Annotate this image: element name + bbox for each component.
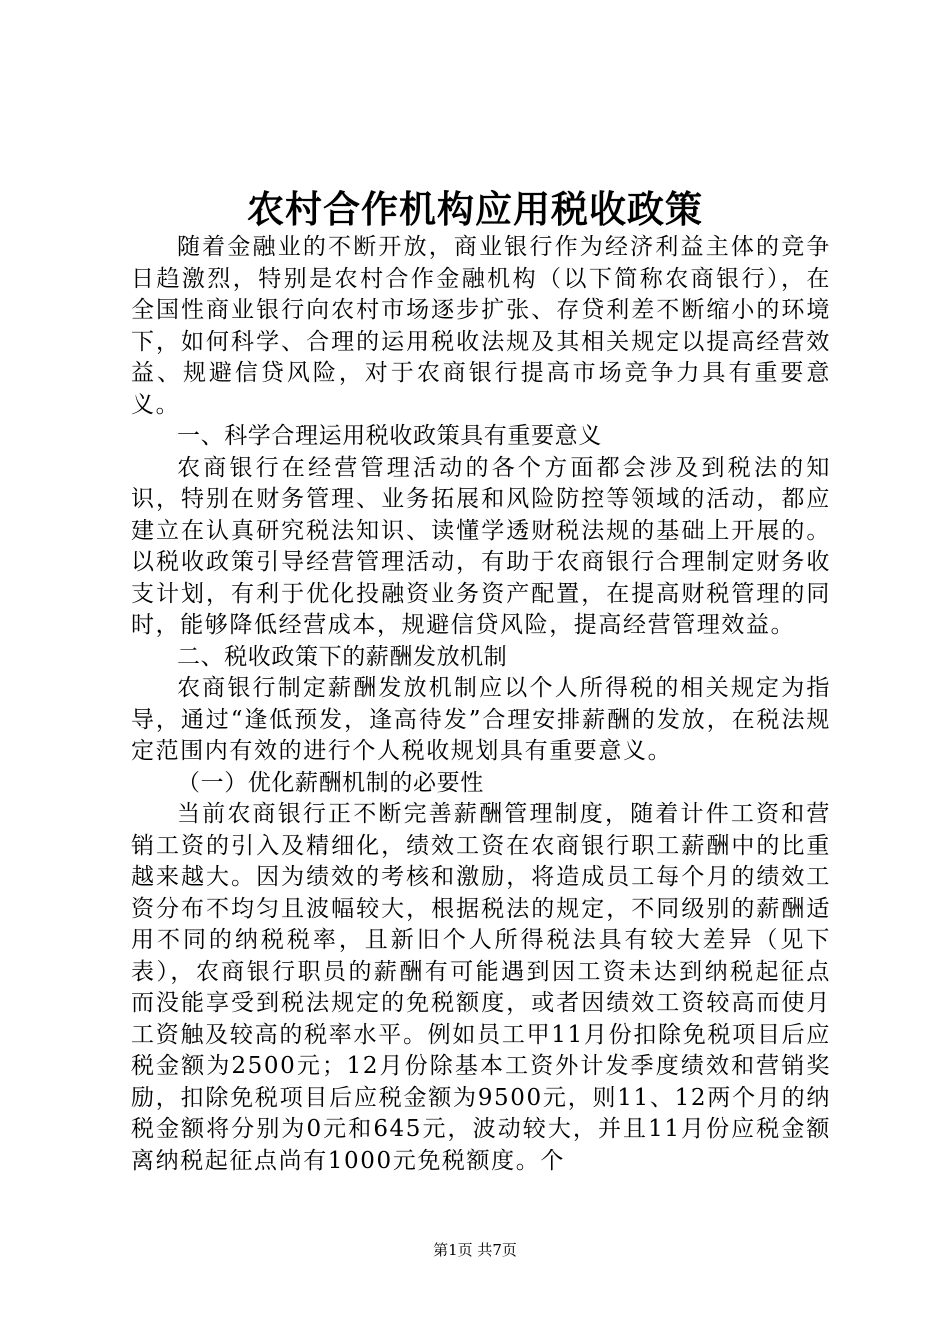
paragraph-section-1: 农商银行在经营管理活动的各个方面都会涉及到税法的知识，特别在财务管理、业务拓展和风险防控等领域的活动，都应建立在认真研究税法知识、读懂学透财税法规的基础上开展的。以税收政策引导经营管理活动，有助于农商银行合理制定财务收支计划，有利于优化投融资业务资产配置，在提高财税管理的同时，能够降低经营成本，规避信贷风险，提高经营管理效益。 [131, 454, 831, 638]
page-number-footer: 第1页 共7页 [433, 1241, 517, 1259]
document-body [131, 232, 831, 1177]
section-heading-1: 一、科学合理运用税收政策具有重要意义 [177, 423, 602, 449]
section-heading-2: 二、税收政策下的薪酬发放机制 [177, 643, 508, 670]
subsection-heading-1: （一）优化薪酬机制的必要性 [177, 769, 484, 796]
paragraph-section-2: 农商银行制定薪酬发放机制应以个人所得税的相关规定为指导，通过“逢低预发，逢高待发”合理安排薪酬的发放，在税法规定范围内有效的进行个人税收规划具有重要意义。 [131, 675, 831, 764]
paragraph-subsection-1: 当前农商银行正不断完善薪酬管理制度，随着计件工资和营销工资的引入及精细化，绩效工资在农商银行职工薪酬中的比重越来越大。因为绩效的考核和激励，将造成员工每个月的绩效工资分布不均匀且波幅较大，根据税法的规定，不同级别的薪酬适用不同的纳税税率，且新旧个人所得税法具有较大差异（见下表），农商银行职员的薪酬有可能遇到因工资未达到纳税起征点而没能享受到税法规定的免税额度，或者因绩效工资较高而使月工资触及较高的税率水平。例如员工甲11月份扣除免税项目后应税金额为2500元；12月份除基本工资外计发季度绩效和营销奖励，扣除免税项目后应税金额为9500元，则11、12两个月的纳税金额将分别为0元和645元，波动较大，并且11月份应税金额离纳税起征点尚有1000元免税额度。个 [131, 801, 831, 1174]
paragraph-intro: 随着金融业的不断开放，商业银行作为经济利益主体的竞争日趋激烈，特别是农村合作金融机构（以下简称农商银行），在全国性商业银行向农村市场逐步扩张、存贷利差不断缩小的环境下，如何科学、合理的运用税收法规及其相关规定以提高经营效益、规避信贷风险，对于农商银行提高市场竞争力具有重要意义。 [131, 234, 831, 418]
document-title: 农村合作机构应用税收政策 [247, 188, 703, 231]
